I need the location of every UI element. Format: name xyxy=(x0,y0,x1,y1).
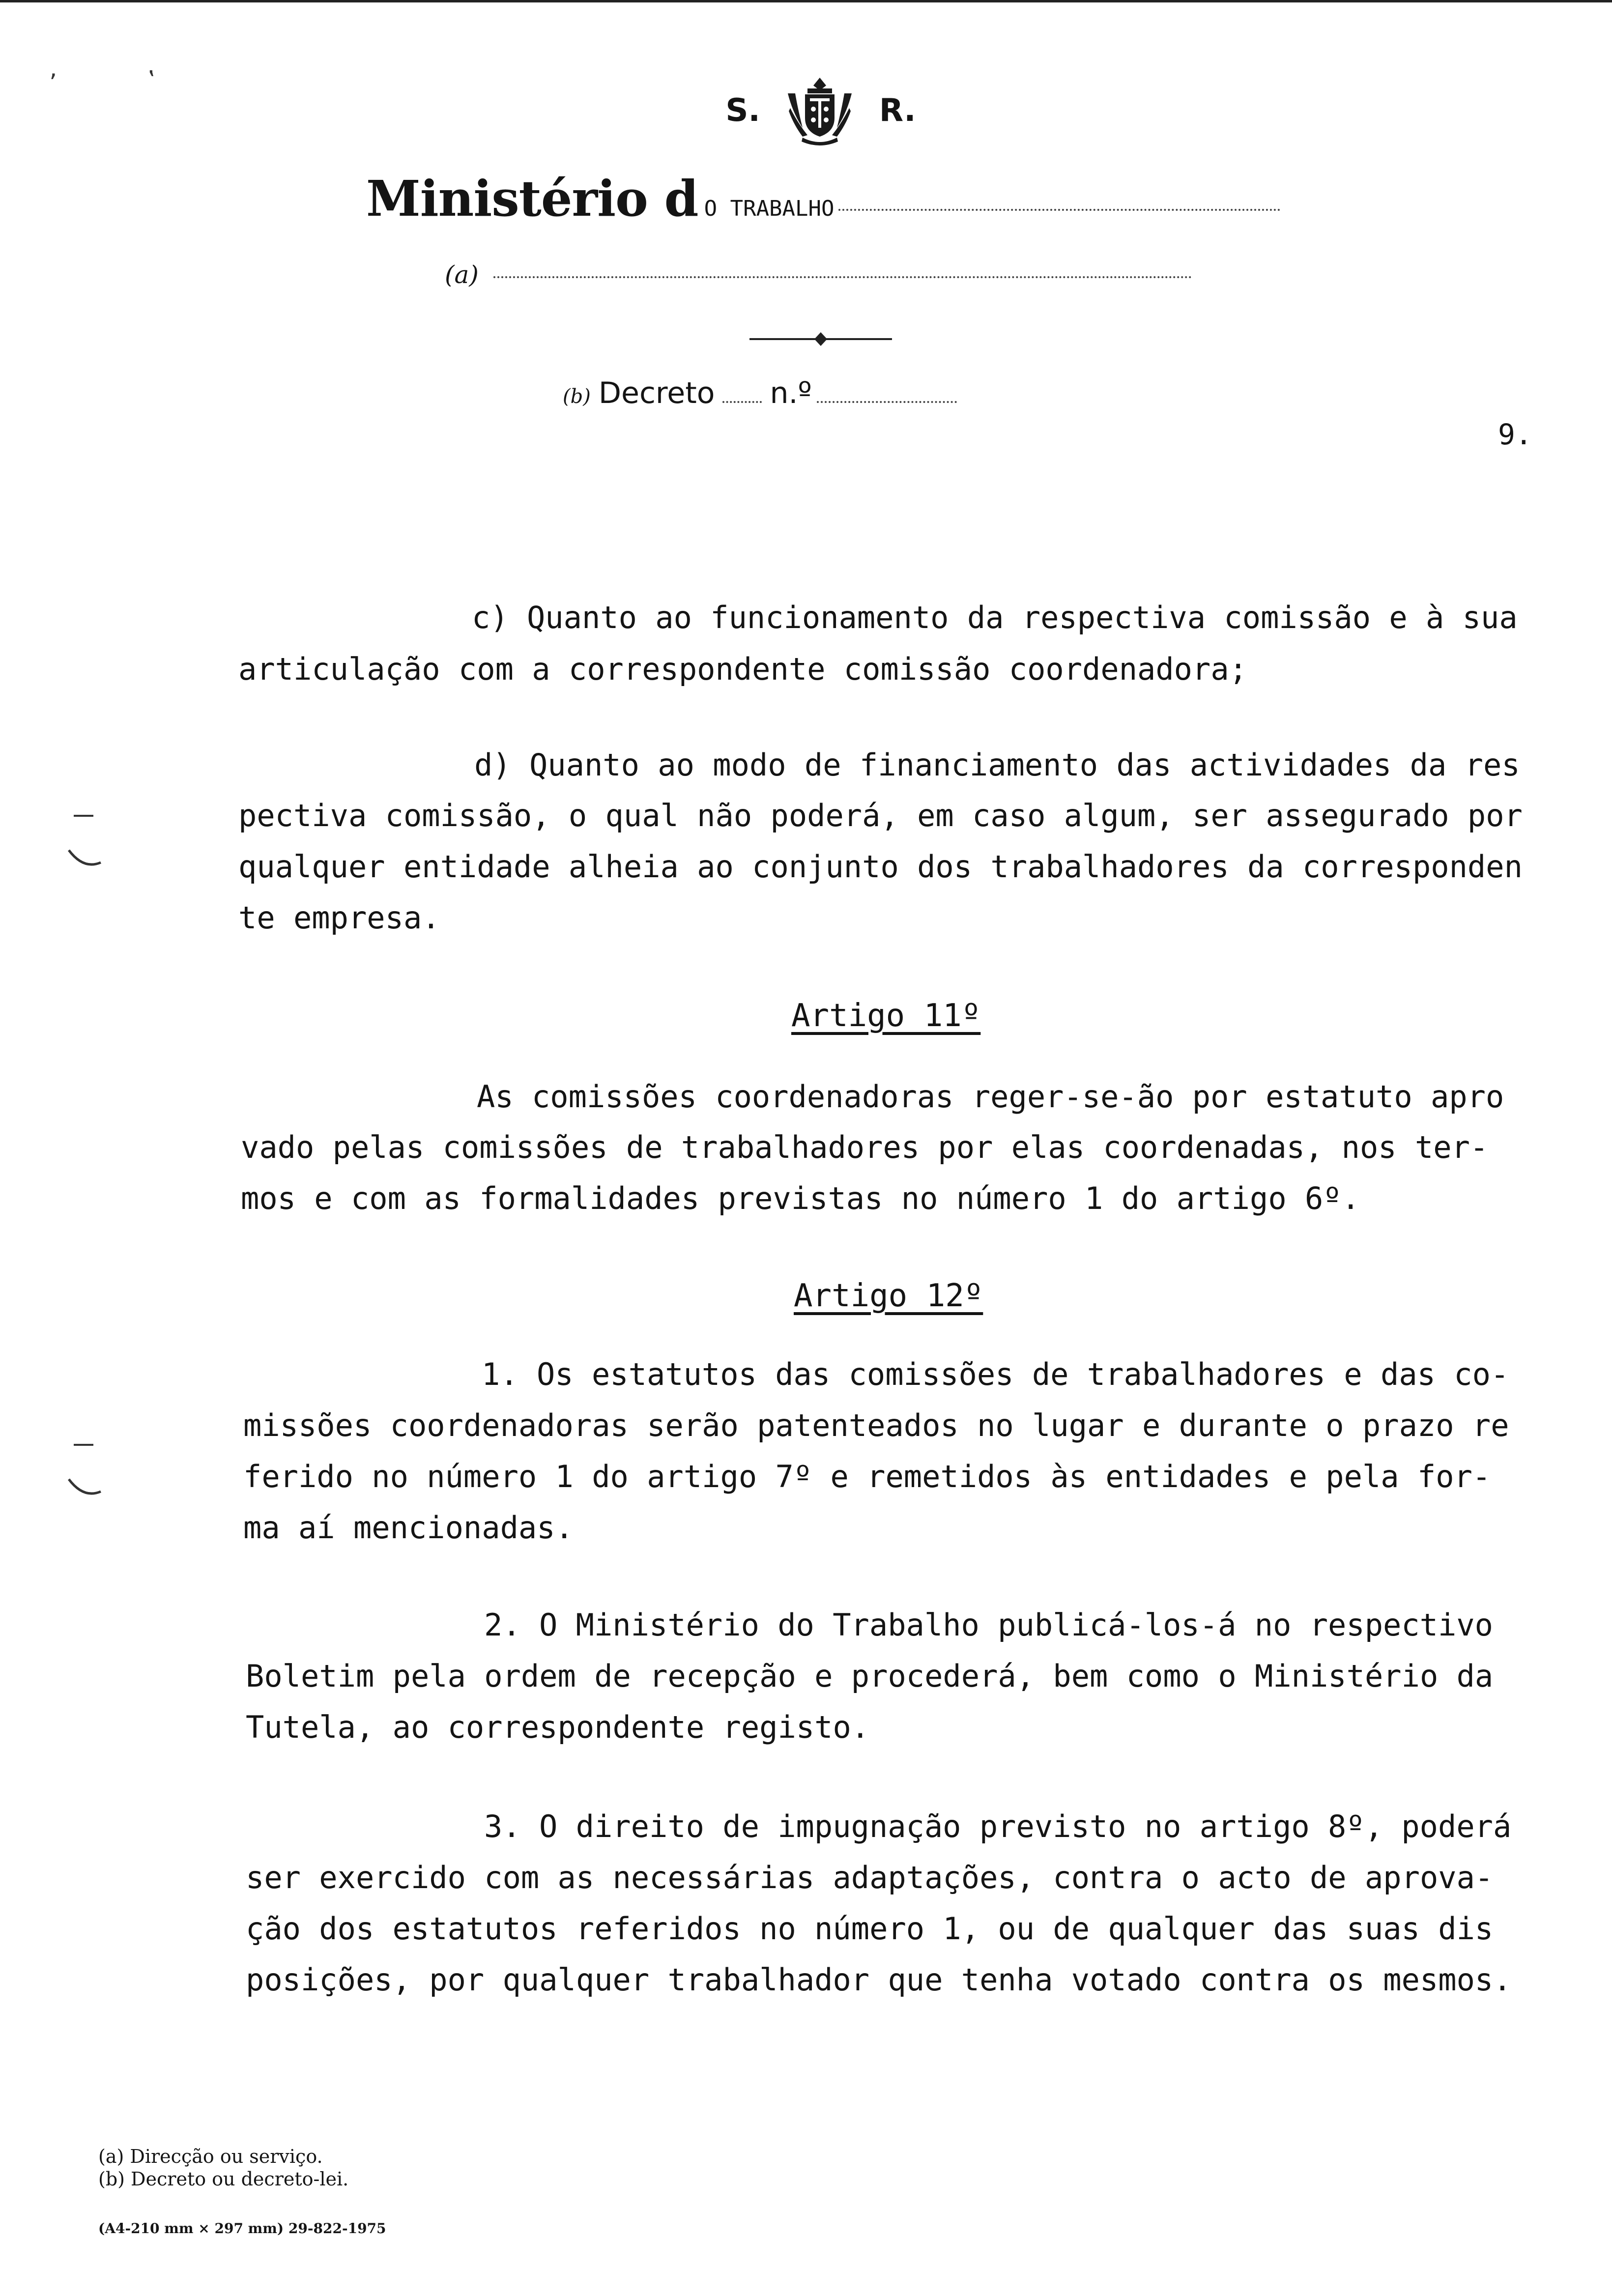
print-info: (A4-210 mm × 297 mm) 29-822-1975 xyxy=(98,2220,386,2237)
diamond-divider xyxy=(749,329,892,349)
article-11-line-3: mos e com as formalidades previstas no número 1 do artigo 6º. xyxy=(241,1180,1360,1216)
article-12-item-2-line-2: Boletim pela ordem de recepção e procederá, bem como o Ministério da xyxy=(246,1658,1494,1694)
direction-marker: (a) xyxy=(445,260,479,289)
article-11-line-1: As comissões coordenadoras reger-se-ão por estatuto apro xyxy=(477,1079,1504,1115)
decree-number-label: n.º xyxy=(770,376,812,410)
coat-of-arms-icon xyxy=(783,74,857,147)
margin-bracket-mark xyxy=(64,796,103,875)
para-d-line-1: d) Quanto ao modo de financiamento das actividades da res xyxy=(474,747,1520,783)
article-12-heading: Artigo 12º xyxy=(794,1278,983,1314)
para-c-line-2: articulação com a correspondente comissão coordenadora; xyxy=(238,651,1247,687)
article-12-item-2-line-3: Tutela, ao correspondente registo. xyxy=(246,1709,870,1745)
decree-marker: (b) xyxy=(563,385,591,408)
ministry-name: O TRABALHO xyxy=(704,196,835,221)
ministry-dotted-leader xyxy=(838,209,1280,211)
footnotes xyxy=(98,2145,348,2190)
footnote-a: (a) Direcção ou serviço. xyxy=(98,2146,323,2167)
top-border xyxy=(0,0,1612,2)
article-12-item-1-line-4: ma aí mencionadas. xyxy=(243,1510,574,1546)
article-12-item-3-line-1: 3. O direito de impugnação previsto no artigo 8º, poderá xyxy=(484,1808,1512,1844)
crest-left-initial: S. xyxy=(725,92,760,129)
para-d-line-3: qualquer entidade alheia ao conjunto dos trabalhadores da corresponden xyxy=(238,849,1523,885)
crest-row xyxy=(15,74,1612,147)
article-12-item-3-line-2: ser exercido com as necessárias adaptações, contra o acto de aprova- xyxy=(246,1860,1494,1895)
decree-line xyxy=(563,376,957,410)
direction-line xyxy=(445,260,1192,289)
article-12-item-1-line-1: 1. Os estatutos das comissões de trabalhadores e das co- xyxy=(482,1356,1509,1392)
article-11-line-2: vado pelas comissões de trabalhadores por elas coordenadas, nos ter- xyxy=(241,1129,1489,1165)
article-12-item-3-line-4: posições, por qualquer trabalhador que tenha votado contra os mesmos. xyxy=(246,1962,1512,1998)
footnote-b: (b) Decreto ou decreto-lei. xyxy=(98,2168,349,2190)
article-12-item-2-line-1: 2. O Ministério do Trabalho publicá-los-á no respectivo xyxy=(484,1607,1493,1643)
direction-dotted-leader xyxy=(493,276,1192,278)
page-number: 9. xyxy=(1498,418,1532,451)
article-11-heading: Artigo 11º xyxy=(791,998,981,1034)
decree-number-leader xyxy=(817,401,957,403)
crest-right-initial: R. xyxy=(879,92,916,129)
decree-type-leader xyxy=(722,401,762,403)
article-12-item-3-line-3: ção dos estatutos referidos no número 1, ou de qualquer das suas dis xyxy=(246,1911,1494,1947)
margin-speck: ʼ xyxy=(49,69,57,97)
decree-label: Decreto xyxy=(598,376,715,410)
margin-speck: ʽ xyxy=(147,69,155,97)
ministry-line xyxy=(366,170,1280,228)
margin-bracket-mark xyxy=(64,1425,103,1504)
para-d-line-2: pectiva comissão, o qual não poderá, em caso algum, ser assegurado por xyxy=(238,798,1523,833)
ministry-prefix: Ministério d xyxy=(366,170,698,228)
article-12-item-1-line-2: missões coordenadoras serão patenteados no lugar e durante o prazo re xyxy=(243,1407,1509,1443)
article-12-item-1-line-3: ferido no número 1 do artigo 7º e remetidos às entidades e pela for- xyxy=(243,1459,1491,1494)
para-c-line-1: c) Quanto ao funcionamento da respectiva comissão e à sua xyxy=(472,600,1518,635)
para-d-line-4: te empresa. xyxy=(238,900,440,936)
